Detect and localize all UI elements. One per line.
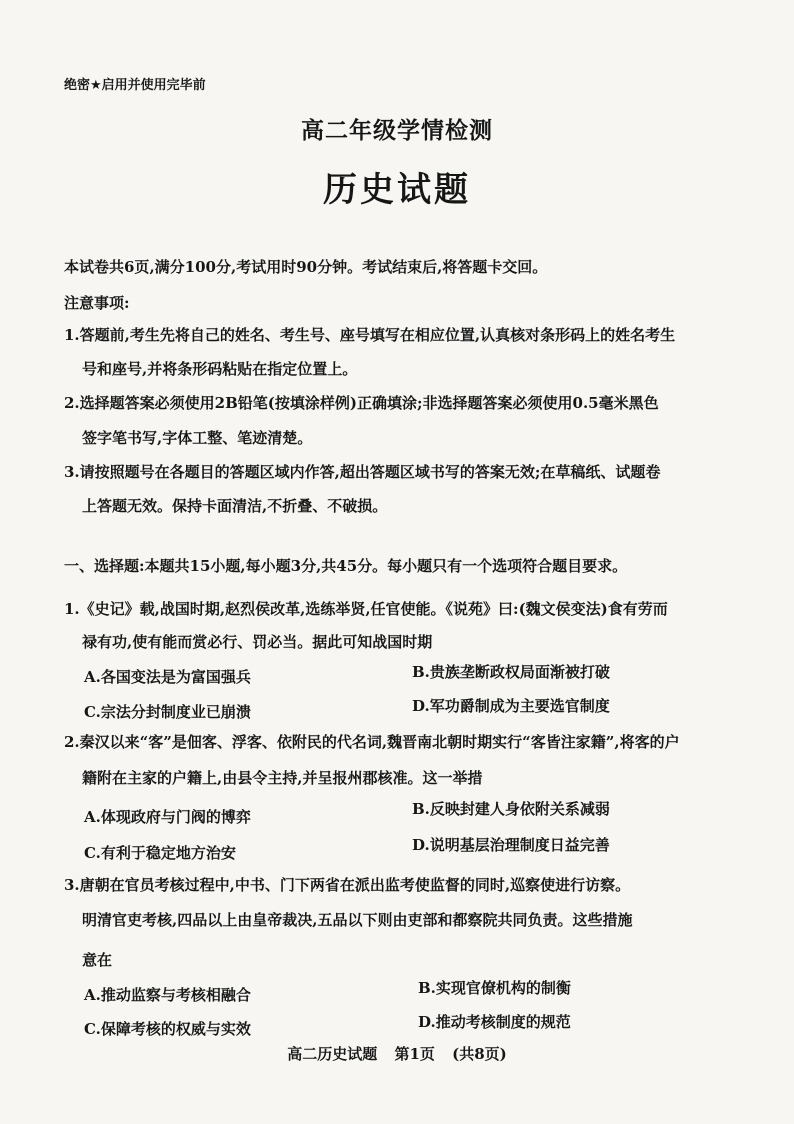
question-2-option-c: C.有利于稳定地方治安 [84,844,236,862]
question-1-option-d: D.军功爵制成为主要选官制度 [412,697,610,715]
note-3-line-1: 3.请按照题号在各题目的答题区域内作答,超出答题区域书写的答案无效;在草稿纸、试题卷 [64,463,661,481]
question-2-option-a: A.体现政府与门阀的博弈 [84,808,251,826]
question-1-option-a: A.各国变法是为富国强兵 [84,668,251,686]
note-1-line-1: 1.答题前,考生先将自己的姓名、考生号、座号填写在相应位置,认真核对条形码上的姓名考生 [64,326,676,344]
note-2-line-1: 2.选择题答案必须使用2B铅笔(按填涂样例)正确填涂;非选择题答案必须使用0.5毫米黑色 [64,394,659,412]
page-footer [0,1043,794,1064]
question-3-option-d: D.推动考核制度的规范 [418,1013,571,1031]
note-2-line-2: 签字笔书写,字体工整、笔迹清楚。 [82,429,313,447]
note-3-line-2: 上答题无效。保持卡面清洁,不折叠、不破损。 [82,497,388,515]
question-2-option-b: B.反映封建人身依附关系减弱 [412,800,610,818]
question-2-line-2: 籍附在主家的户籍上,由县令主持,并呈报州郡核准。这一举措 [82,769,483,787]
note-1-line-2: 号和座号,并将条形码粘贴在指定位置上。 [82,360,358,378]
exam-title: 高二年级学情检测 [301,118,493,144]
question-3-line-2: 明清官吏考核,四品以上由皇帝裁决,五品以下则由吏部和都察院共同负责。这些措施 [82,911,633,929]
question-1-line-1: 1.《史记》载,战国时期,赵烈侯改革,选练举贤,任官使能。《说苑》曰:(魏文侯变法)食有劳而 [64,600,668,618]
intro-text: 本试卷共6页,满分100分,考试用时90分钟。考试结束后,将答题卡交回。 [64,258,548,276]
section-heading: 一、选择题:本题共15小题,每小题3分,共45分。每小题只有一个选项符合题目要求。 [64,557,628,575]
question-3-line-1: 3.唐朝在官员考核过程中,中书、门下两省在派出监考使监督的同时,巡察使进行访察。 [64,876,631,894]
subject-title: 历史试题 [323,170,471,210]
question-1-option-b: B.贵族垄断政权局面渐被打破 [412,663,610,681]
question-3-line-3: 意在 [82,951,113,969]
question-3-option-b: B.实现官僚机构的制衡 [418,979,571,997]
question-2-option-d: D.说明基层治理制度日益完善 [412,836,610,854]
footer-page-number: 第1页 [394,1045,435,1063]
footer-subject: 高二历史试题 [287,1045,378,1063]
secret-label: 绝密★启用并使用完毕前 [64,78,206,93]
question-1-option-c: C.宗法分封制度业已崩溃 [84,703,251,721]
question-3-option-c: C.保障考核的权威与实效 [84,1020,251,1038]
question-1-line-2: 禄有功,使有能而赏必行、罚必当。据此可知战国时期 [82,633,433,651]
notes-heading: 注意事项: [64,294,130,312]
footer-total-pages: (共8页) [452,1045,507,1063]
question-3-option-a: A.推动监察与考核相融合 [84,986,251,1004]
question-2-line-1: 2.秦汉以来“客”是佃客、浮客、依附民的代名词,魏晋南北朝时期实行“客皆注家籍”,将客的户 [64,733,680,751]
